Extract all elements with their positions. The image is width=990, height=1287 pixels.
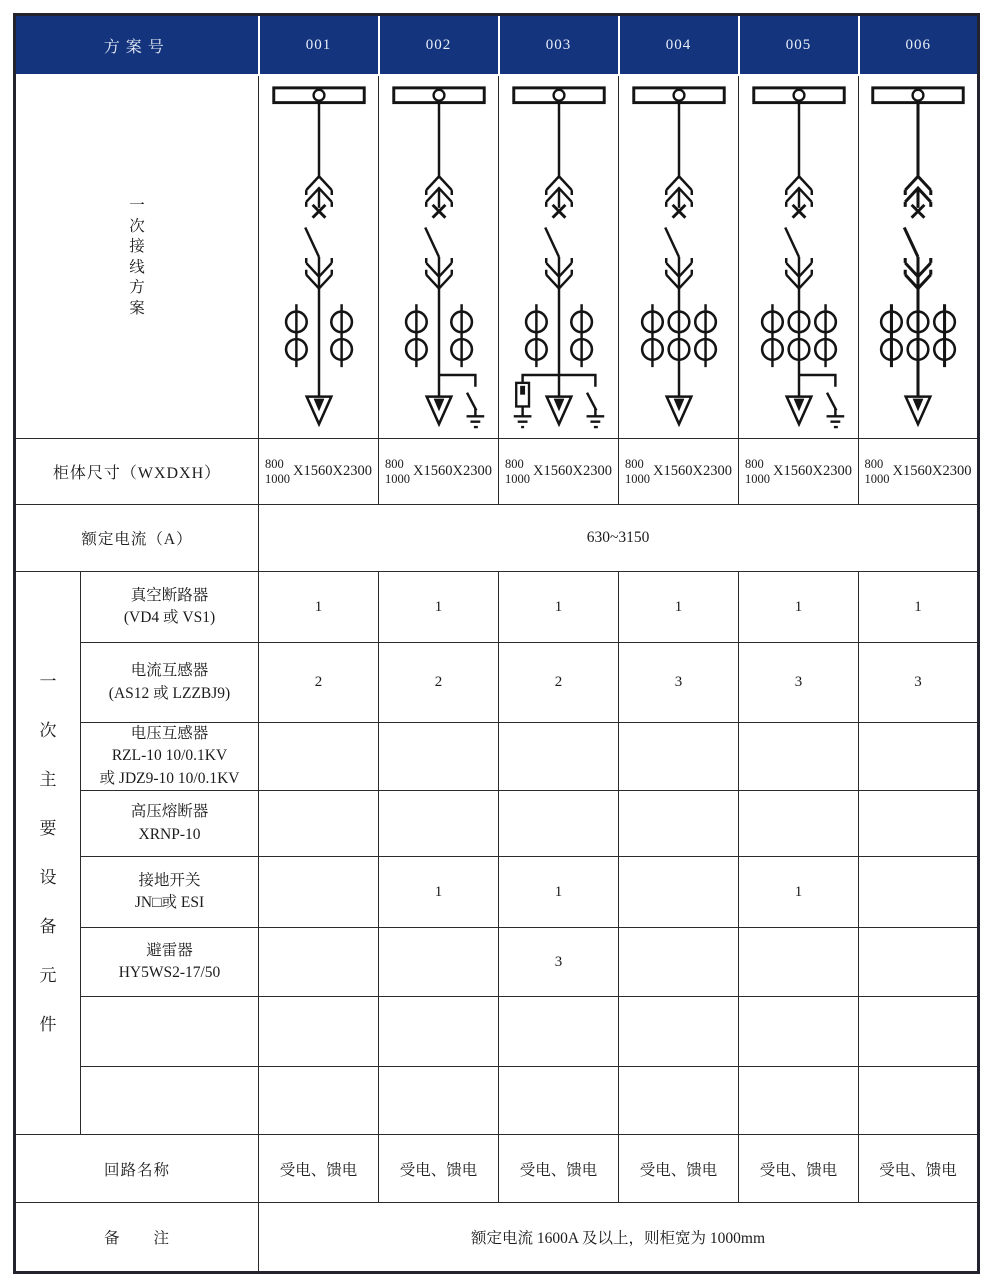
equipment-name-fuse: 高压熔断器 XRNP-10: [81, 791, 259, 857]
equipment-value: [499, 1067, 619, 1135]
equipment-value: [859, 997, 979, 1067]
equipment-value: [259, 857, 379, 928]
busbar-tap-icon: [553, 90, 564, 101]
feeder-arrow-icon: [673, 399, 684, 412]
cabinet-size-003: 800 1000 X1560X2300: [499, 439, 619, 505]
cabinet-size-005: 800 1000 X1560X2300: [739, 439, 859, 505]
rated-current-label: 额定电流（A）: [15, 505, 259, 572]
equipment-value: [859, 723, 979, 791]
equipment-value: 2: [379, 643, 499, 723]
equipment-row-breaker: [15, 572, 979, 643]
cabinet-size-label: 柜体尺寸（WXDXH）: [15, 439, 259, 505]
equipment-value: [739, 791, 859, 857]
equipment-value: [619, 997, 739, 1067]
single-line-diagram-005: [739, 75, 859, 439]
equipment-value: [619, 857, 739, 928]
wiring-scheme-vertical-label: 一 次 接 线 方 案: [129, 197, 145, 317]
equipment-row-spare-1: [15, 997, 979, 1067]
equipment-row-pt: [15, 723, 979, 791]
equipment-name-spare: [81, 1067, 259, 1135]
equipment-value: [859, 928, 979, 997]
circuit-name-002: 受电、馈电: [379, 1135, 499, 1203]
scheme-col-004: 004: [619, 15, 739, 76]
equipment-value: [499, 997, 619, 1067]
equipment-value: [259, 791, 379, 857]
scheme-col-003: 003: [499, 15, 619, 76]
equipment-value: 1: [259, 572, 379, 643]
equipment-value: 1: [739, 857, 859, 928]
equipment-value: 2: [259, 643, 379, 723]
single-line-diagram-002: [379, 75, 499, 439]
circuit-name-003: 受电、馈电: [499, 1135, 619, 1203]
equipment-value: [499, 723, 619, 791]
equipment-value: 1: [499, 572, 619, 643]
cabinet-size-002: 800 1000 X1560X2300: [379, 439, 499, 505]
equipment-value: [739, 723, 859, 791]
equipment-value: [619, 1067, 739, 1135]
equipment-value: 1: [379, 857, 499, 928]
feeder-arrow-icon: [433, 399, 444, 412]
equipment-name-breaker: 真空断路器 (VD4 或 VS1): [81, 572, 259, 643]
equipment-vertical-label: 一 次 主 要 设 备 元 件: [39, 672, 57, 1035]
equipment-value: [859, 857, 979, 928]
equipment-value: [259, 723, 379, 791]
cabinet-size-001: 800 1000 X1560X2300: [259, 439, 379, 505]
scheme-col-006: 006: [859, 15, 979, 76]
equipment-row-fuse: [15, 791, 979, 857]
equipment-value: [379, 928, 499, 997]
busbar-tap-icon: [313, 90, 324, 101]
busbar-tap-icon: [913, 90, 924, 101]
remark-label: 备 注: [15, 1203, 259, 1273]
single-line-diagram-003: [499, 75, 619, 439]
equipment-value: [259, 1067, 379, 1135]
equipment-name-ct: 电流互感器 (AS12 或 LZZBJ9): [81, 643, 259, 723]
equipment-value: [739, 1067, 859, 1135]
cabinet-size-004: 800 1000 X1560X2300: [619, 439, 739, 505]
equipment-value: 3: [499, 928, 619, 997]
wiring-diagram-row: [15, 75, 979, 439]
equipment-value: [259, 928, 379, 997]
equipment-value: 1: [379, 572, 499, 643]
circuit-name-label: 回路名称: [15, 1135, 259, 1203]
rated-current-row: [15, 505, 979, 572]
single-line-diagram-001: [259, 75, 379, 439]
circuit-name-005: 受电、馈电: [739, 1135, 859, 1203]
equipment-value: [859, 1067, 979, 1135]
equipment-value: 1: [739, 572, 859, 643]
circuit-name-004: 受电、馈电: [619, 1135, 739, 1203]
equipment-value: 3: [619, 643, 739, 723]
equipment-row-earth-switch: [15, 857, 979, 928]
scheme-col-005: 005: [739, 15, 859, 76]
equipment-value: [739, 997, 859, 1067]
circuit-name-001: 受电、馈电: [259, 1135, 379, 1203]
scheme-table: [13, 13, 980, 1274]
cabinet-size-006: 800 1000 X1560X2300: [859, 439, 979, 505]
rated-current-value: 630~3150: [259, 505, 979, 572]
feeder-arrow-icon: [913, 399, 924, 412]
equipment-name-earth-switch: 接地开关 JN□或 ESI: [81, 857, 259, 928]
equipment-value: 1: [619, 572, 739, 643]
equipment-name-spare: [81, 997, 259, 1067]
equipment-name-arrester: 避雷器 HY5WS2-17/50: [81, 928, 259, 997]
equipment-value: 3: [739, 643, 859, 723]
header-row: [15, 15, 979, 76]
equipment-value: 1: [499, 857, 619, 928]
scheme-number-header: 方案号: [15, 15, 259, 76]
circuit-name-006: 受电、馈电: [859, 1135, 979, 1203]
equipment-value: [499, 791, 619, 857]
equipment-value: [379, 997, 499, 1067]
feeder-arrow-icon: [793, 399, 804, 412]
equipment-section-label: [15, 572, 81, 1135]
equipment-row-arrester: [15, 928, 979, 997]
scheme-col-002: 002: [379, 15, 499, 76]
equipment-value: [379, 791, 499, 857]
equipment-value: [739, 928, 859, 997]
equipment-value: 3: [859, 643, 979, 723]
cabinet-size-row: [15, 439, 979, 505]
equipment-name-pt: 电压互感器 RZL-10 10/0.1KV 或 JDZ9-10 10/0.1KV: [81, 723, 259, 791]
single-line-diagram-004: [619, 75, 739, 439]
equipment-row-spare-2: [15, 1067, 979, 1135]
remark-row: [15, 1203, 979, 1273]
equipment-row-ct: [15, 643, 979, 723]
equipment-value: [379, 723, 499, 791]
feeder-arrow-icon: [313, 399, 324, 412]
equipment-value: [379, 1067, 499, 1135]
scheme-col-001: 001: [259, 15, 379, 76]
equipment-value: 1: [859, 572, 979, 643]
feeder-arrow-icon: [553, 399, 564, 412]
circuit-name-row: [15, 1135, 979, 1203]
single-line-diagram-006: [859, 75, 979, 439]
wiring-scheme-label: [15, 75, 259, 439]
equipment-value: [259, 997, 379, 1067]
scheme-selection-table: [13, 13, 980, 1274]
busbar-tap-icon: [433, 90, 444, 101]
equipment-value: 2: [499, 643, 619, 723]
busbar-tap-icon: [673, 90, 684, 101]
equipment-value: [619, 791, 739, 857]
busbar-tap-icon: [793, 90, 804, 101]
equipment-value: [619, 928, 739, 997]
equipment-value: [619, 723, 739, 791]
equipment-value: [859, 791, 979, 857]
remark-value: 额定电流 1600A 及以上，则柜宽为 1000mm: [259, 1203, 979, 1273]
